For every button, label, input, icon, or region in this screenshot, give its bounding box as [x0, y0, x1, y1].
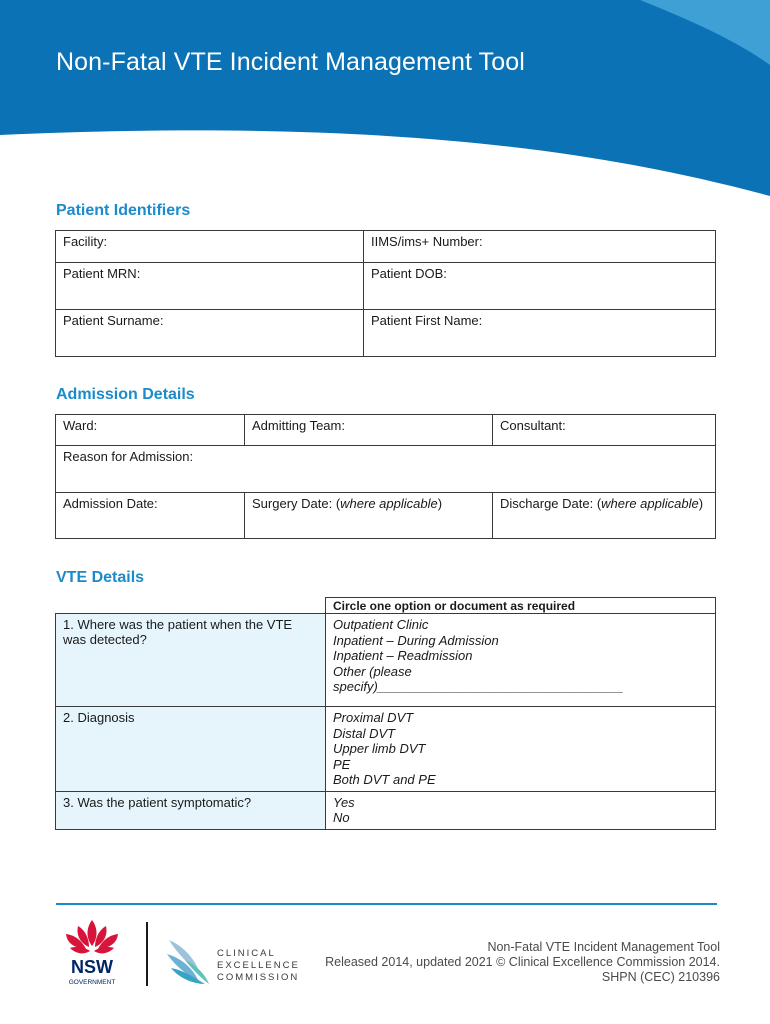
- admission-details-table: [55, 414, 716, 539]
- cec-logo-line-1: CLINICAL: [217, 948, 276, 959]
- admission-details-heading: Admission Details: [56, 386, 195, 403]
- patient-identifiers-table: [55, 230, 716, 357]
- vte-question-row: [56, 614, 716, 707]
- document-title: Non-Fatal VTE Incident Management Tool: [56, 48, 525, 76]
- facility-label: Facility:: [63, 234, 108, 249]
- option-upper-limb-dvt[interactable]: Upper limb DVT: [333, 741, 426, 756]
- discharge-date-field[interactable]: [493, 493, 716, 539]
- surgery-date-note: where applicable: [340, 496, 438, 511]
- nsw-government-logo: [56, 918, 128, 988]
- option-distal-dvt[interactable]: Distal DVT: [333, 725, 396, 741]
- footer-title: Non-Fatal VTE Incident Management Tool: [487, 940, 720, 954]
- footer-divider: [56, 903, 717, 905]
- nsw-logo-subtext: GOVERNMENT: [68, 979, 116, 986]
- patient-surname-field[interactable]: [56, 310, 364, 357]
- facility-field[interactable]: [56, 231, 364, 263]
- option-yes[interactable]: Yes: [333, 794, 355, 810]
- option-no[interactable]: No: [333, 810, 350, 825]
- footer-release: Released 2014, updated 2021 © Clinical Excellence Commission 2014.: [325, 955, 720, 969]
- admission-date-field[interactable]: [56, 493, 245, 539]
- vte-location-options: [326, 614, 716, 707]
- surgery-date-close: ): [437, 496, 443, 511]
- header-banner: [0, 0, 770, 200]
- option-inpatient-during-admission[interactable]: Inpatient – During Admission: [333, 632, 499, 648]
- reason-for-admission-field[interactable]: [56, 446, 716, 493]
- discharge-date-note: where applicable: [601, 496, 699, 511]
- vte-details-table: [55, 613, 716, 830]
- option-both-dvt-and-pe[interactable]: Both DVT and PE: [333, 772, 436, 787]
- discharge-date-close: ): [698, 496, 704, 511]
- symptomatic-options: [326, 791, 716, 829]
- symptomatic-question: 3. Was the patient symptomatic?: [56, 791, 326, 829]
- consultant-field[interactable]: [493, 415, 716, 446]
- option-outpatient-clinic[interactable]: Outpatient Clinic: [333, 617, 429, 632]
- vte-instruction-caption: Circle one option or document as required: [325, 597, 716, 614]
- patient-dob-label: Patient DOB:: [371, 266, 447, 281]
- ward-label: Ward:: [63, 418, 98, 433]
- cec-logo-line-2: EXCELLENCE: [217, 960, 300, 971]
- option-proximal-dvt[interactable]: Proximal DVT: [333, 710, 414, 725]
- patient-surname-label: Patient Surname:: [63, 313, 164, 328]
- surgery-date-label: Surgery Date: (: [252, 496, 341, 511]
- patient-mrn-label: Patient MRN:: [63, 266, 141, 281]
- cec-logo-line-3: COMMISSION: [217, 972, 300, 983]
- diagnosis-options: [326, 707, 716, 792]
- diagnosis-question: 2. Diagnosis: [56, 707, 326, 792]
- vte-details-heading: VTE Details: [56, 569, 145, 586]
- admitting-team-label: Admitting Team:: [252, 418, 345, 433]
- patient-first-name-field[interactable]: [364, 310, 716, 357]
- cec-logo-text: [217, 948, 300, 984]
- patient-mrn-field[interactable]: [56, 263, 364, 310]
- option-inpatient-readmission[interactable]: Inpatient – Readmission: [333, 648, 473, 663]
- admitting-team-field[interactable]: [245, 415, 493, 446]
- footer-shpn: SHPN (CEC) 210396: [601, 970, 720, 984]
- iims-number-label: IIMS/ims+ Number:: [371, 234, 483, 249]
- reason-for-admission-label: Reason for Admission:: [63, 449, 194, 464]
- patient-dob-field[interactable]: [364, 263, 716, 310]
- discharge-date-label: Discharge Date: (: [500, 496, 602, 511]
- surgery-date-field[interactable]: [245, 493, 493, 539]
- vte-question-row: [56, 791, 716, 829]
- cec-logo-icon: [165, 934, 213, 986]
- option-other[interactable]: Other (please: [333, 663, 412, 679]
- iims-number-field[interactable]: [364, 231, 716, 263]
- vte-location-question: 1. Where was the patient when the VTE was detected?: [56, 614, 326, 707]
- ward-field[interactable]: [56, 415, 245, 446]
- option-pe[interactable]: PE: [333, 756, 351, 772]
- option-other-specify-line[interactable]: specify)__________________________________: [333, 679, 624, 694]
- patient-identifiers-heading: Patient Identifiers: [56, 202, 191, 219]
- consultant-label: Consultant:: [500, 418, 566, 433]
- admission-date-label: Admission Date:: [63, 496, 158, 511]
- logo-separator: [146, 922, 148, 986]
- footer-text: [325, 940, 720, 985]
- patient-first-name-label: Patient First Name:: [371, 313, 483, 328]
- nsw-logo-text: NSW: [71, 957, 113, 977]
- vte-question-row: [56, 707, 716, 792]
